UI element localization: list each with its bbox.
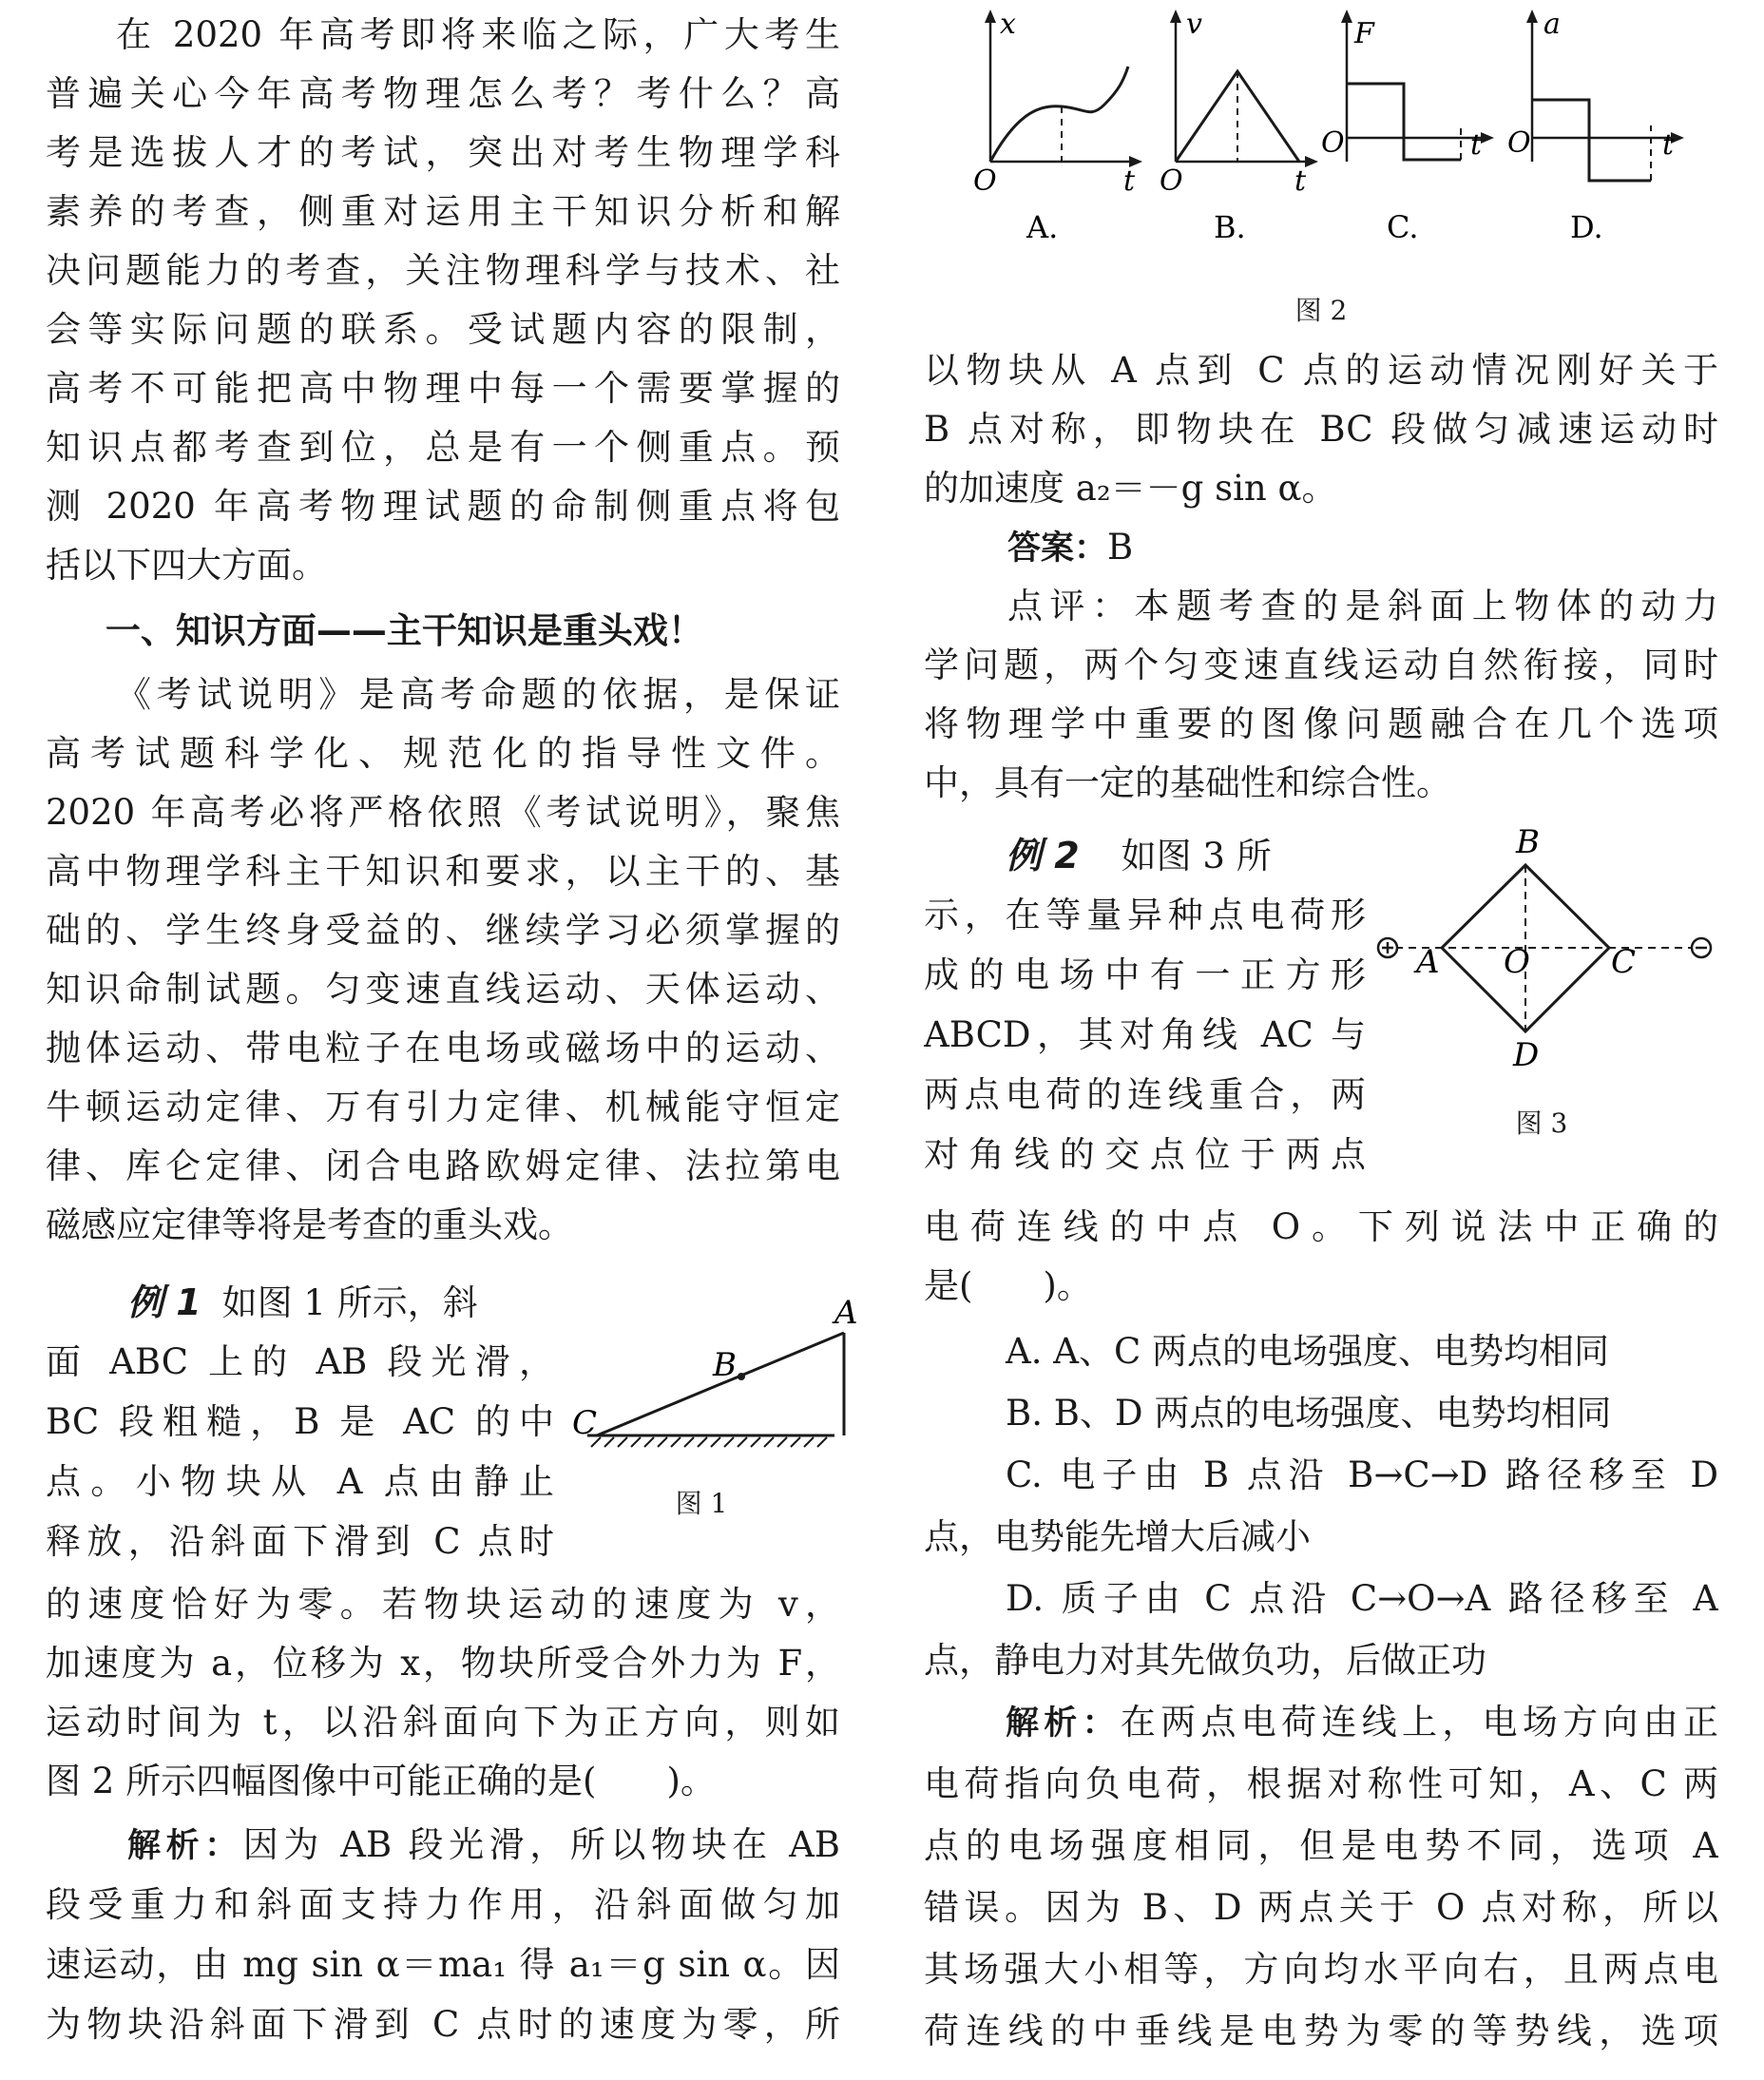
figure3-label-o: O bbox=[1504, 943, 1530, 981]
comment-line: 学问题，两个匀变速直线运动自然衔接，同时 bbox=[924, 645, 1718, 685]
example2-line: 两点电荷的连线重合，两 bbox=[924, 1074, 1366, 1115]
graph-a-origin: O bbox=[973, 164, 997, 198]
analysis-label: 解析： bbox=[127, 1827, 243, 1865]
analysis2-line: 其场强大小相等，方向均水平向右，且两点电 bbox=[924, 1949, 1718, 1990]
analysis2-line: 错误。因为 B、D 两点关于 O 点对称，所以 bbox=[924, 1887, 1718, 1928]
body-line: 高考试题科学化、规范化的指导性文件。 bbox=[46, 733, 840, 774]
example1-line: 图 2 所示四幅图像中可能正确的是( )。 bbox=[46, 1761, 716, 1801]
analysis-cont-line: B 点对称，即物块在 BC 段做匀减速运动时 bbox=[924, 409, 1718, 450]
intro-line: 决问题能力的考查，关注物理科学与技术、社 bbox=[46, 250, 840, 291]
figure1-incline-diagram bbox=[568, 1264, 892, 1512]
figure1-label-c: C bbox=[572, 1404, 598, 1442]
intro-line: 会等实际问题的联系。受试题内容的限制， bbox=[46, 309, 840, 350]
intro-line: 考是选拔人才的考试，突出对考生物理学科 bbox=[46, 132, 840, 173]
comment-text: 本题考查的是斜面上物体的动力 bbox=[1134, 586, 1718, 626]
figure3-caption: 图 3 bbox=[1515, 1107, 1568, 1139]
figure1-caption: 图 1 bbox=[675, 1488, 728, 1519]
comment-line: 将物理学中重要的图像问题融合在几个选项 bbox=[924, 703, 1718, 744]
intro-line: 在 2020 年高考即将来临之际，广大考生 bbox=[116, 14, 840, 55]
example2-line: 成的电场中有一正方形 bbox=[924, 954, 1366, 995]
body-line: 《考试说明》是高考命题的依据，是保证 bbox=[116, 674, 840, 715]
graph-c-option: C. bbox=[1387, 209, 1419, 245]
analysis2-line: 荷连线的中垂线是电势为零的等势线，选项 bbox=[924, 2011, 1718, 2051]
section-heading: 一、知识方面——主干知识是重头戏！ bbox=[105, 610, 703, 651]
figure3-label-d: D bbox=[1513, 1036, 1540, 1074]
body-line: 律、库仑定律、闭合电路欧姆定律、法拉第电 bbox=[46, 1146, 840, 1186]
graph-d bbox=[1507, 8, 1684, 245]
figure1-label-a: A bbox=[834, 1294, 858, 1332]
graph-b-option: B. bbox=[1214, 209, 1246, 245]
body-line: 高中物理学科主干知识和要求，以主干的、基 bbox=[46, 851, 840, 892]
option-d-cont: 点，静电力对其先做负功，后做正功 bbox=[924, 1640, 1486, 1681]
graph-d-option: D. bbox=[1570, 209, 1603, 245]
graph-a-x-label: t bbox=[1123, 164, 1136, 198]
intro-line: 高考不可能把高中物理中每一个需要掌握的 bbox=[46, 368, 840, 409]
intro-line: 测 2020 年高考物理试题的命制侧重点将包 bbox=[46, 486, 840, 527]
example2-label: 例 2 bbox=[1006, 835, 1080, 876]
graph-b bbox=[1160, 8, 1318, 245]
body-line: 牛顿运动定律、万有引力定律、机械能守恒定 bbox=[46, 1087, 840, 1127]
example1-text: 如图 1 所示，斜 bbox=[221, 1282, 478, 1323]
graph-d-x-label: t bbox=[1662, 128, 1675, 162]
figure3-square-diagram bbox=[1369, 822, 1718, 1079]
analysis2-label: 解析： bbox=[1006, 1704, 1121, 1743]
intro-line: 括以下四大方面。 bbox=[46, 545, 327, 586]
graph-c-origin: O bbox=[1321, 126, 1345, 160]
example2-text: 如图 3 所 bbox=[1121, 836, 1272, 876]
graph-c-x-label: t bbox=[1470, 128, 1483, 162]
option-c: C. 电子由 B 点沿 B→C→D 路径移至 D bbox=[1006, 1454, 1718, 1495]
option-b: B. B、D 两点的电场强度、电势均相同 bbox=[1006, 1393, 1612, 1434]
example1-line: 运动时间为 t，以沿斜面向下为正方向，则如 bbox=[46, 1702, 840, 1743]
figure3-label-b: B bbox=[1516, 823, 1540, 861]
answer-value: B bbox=[1107, 527, 1134, 568]
example1-line: BC 段粗糙，B 是 AC 的中 bbox=[46, 1401, 554, 1442]
comment-first-line bbox=[924, 580, 1718, 633]
comment-line: 中，具有一定的基础性和综合性。 bbox=[924, 762, 1451, 803]
figure2-graphs bbox=[943, 0, 1703, 285]
figure2-caption: 图 2 bbox=[1294, 295, 1348, 326]
answer-line bbox=[924, 521, 1718, 574]
example2-line: 示，在等量异种点电荷形 bbox=[924, 895, 1366, 935]
analysis2-text: 在两点电荷连线上，电场方向由正 bbox=[1120, 1702, 1718, 1743]
example1-line: 加速度为 a，位移为 x，物块所受合外力为 F， bbox=[46, 1643, 840, 1684]
graph-a-option: A. bbox=[1026, 209, 1059, 245]
example1-line: 点。小物块从 A 点由静止 bbox=[46, 1461, 554, 1502]
answer-label: 答案： bbox=[1007, 530, 1108, 568]
example2-line: 电荷连线的中点 O。下列说法中正确的 bbox=[924, 1206, 1718, 1247]
graph-b-origin: O bbox=[1160, 164, 1183, 198]
example2-line: 对角线的交点位于两点 bbox=[924, 1134, 1366, 1175]
figure3-label-c: C bbox=[1611, 943, 1637, 981]
example1-label: 例 1 bbox=[127, 1281, 201, 1323]
graph-a bbox=[973, 8, 1142, 245]
analysis-line: 速运动，由 mg sin α＝ma₁ 得 a₁＝g sin α。因 bbox=[46, 1944, 840, 1985]
analysis2-line: 电荷指向负电荷，根据对称性可知，A、C 两 bbox=[924, 1763, 1718, 1804]
graph-c bbox=[1321, 10, 1494, 245]
body-line: 磁感应定律等将是考查的重头戏。 bbox=[46, 1204, 573, 1245]
example2-line: ABCD，其对角线 AC 与 bbox=[924, 1014, 1366, 1055]
intro-line: 普遍关心今年高考物理怎么考？考什么？高 bbox=[46, 73, 840, 114]
intro-line: 知识点都考查到位，总是有一个侧重点。预 bbox=[46, 427, 840, 468]
graph-d-origin: O bbox=[1507, 126, 1531, 160]
comment-label: 点评： bbox=[1007, 586, 1135, 626]
graph-c-y-label: F bbox=[1354, 17, 1374, 50]
body-line: 础的、学生终身受益的、继续学习必须掌握的 bbox=[46, 910, 840, 951]
figure3-label-a: A bbox=[1416, 943, 1440, 981]
graph-b-y-label: v bbox=[1186, 8, 1202, 41]
analysis2-line: 点的电场强度相同，但是电势不同，选项 A bbox=[924, 1825, 1718, 1866]
body-line: 2020 年高考必将严格依照《考试说明》，聚焦 bbox=[46, 792, 840, 833]
option-a: A. A、C 两点的电场强度、电势均相同 bbox=[1006, 1331, 1610, 1372]
analysis-cont-line: 以物块从 A 点到 C 点的运动情况刚好关于 bbox=[924, 350, 1718, 391]
graph-a-y-label: x bbox=[1000, 8, 1016, 41]
body-line: 抛体运动、带电粒子在电场或磁场中的运动、 bbox=[46, 1028, 840, 1069]
example1-line: 面 ABC 上的 AB 段光滑， bbox=[46, 1341, 554, 1382]
example1-first-line bbox=[46, 1276, 554, 1329]
graph-d-y-label: a bbox=[1544, 8, 1561, 41]
analysis-text: 因为 AB 段光滑，所以物块在 AB bbox=[242, 1824, 840, 1865]
analysis-line: 段受重力和斜面支持力作用，沿斜面做匀加 bbox=[46, 1884, 840, 1925]
analysis-line: 为物块沿斜面下滑到 C 点时的速度为零，所 bbox=[46, 2004, 840, 2045]
graph-b-x-label: t bbox=[1294, 164, 1307, 198]
example1-line: 的速度恰好为零。若物块运动的速度为 v， bbox=[46, 1584, 840, 1625]
example1-line: 释放，沿斜面下滑到 C 点时 bbox=[46, 1521, 554, 1562]
example2-first-line bbox=[924, 829, 1366, 882]
option-d: D. 质子由 C 点沿 C→O→A 路径移至 A bbox=[1006, 1578, 1718, 1619]
intro-line: 素养的考查，侧重对运用主干知识分析和解 bbox=[46, 191, 840, 232]
example2-line: 是( )。 bbox=[924, 1265, 1092, 1306]
analysis2-first-line bbox=[924, 1696, 1718, 1749]
analysis-first-line bbox=[46, 1819, 840, 1872]
figure1-label-b: B bbox=[713, 1346, 737, 1384]
body-line: 知识命制试题。匀变速直线运动、天体运动、 bbox=[46, 969, 840, 1010]
option-c-cont: 点，电势能先增大后减小 bbox=[924, 1516, 1311, 1557]
analysis-cont-line: 的加速度 a₂＝－g sin α。 bbox=[924, 468, 1337, 509]
